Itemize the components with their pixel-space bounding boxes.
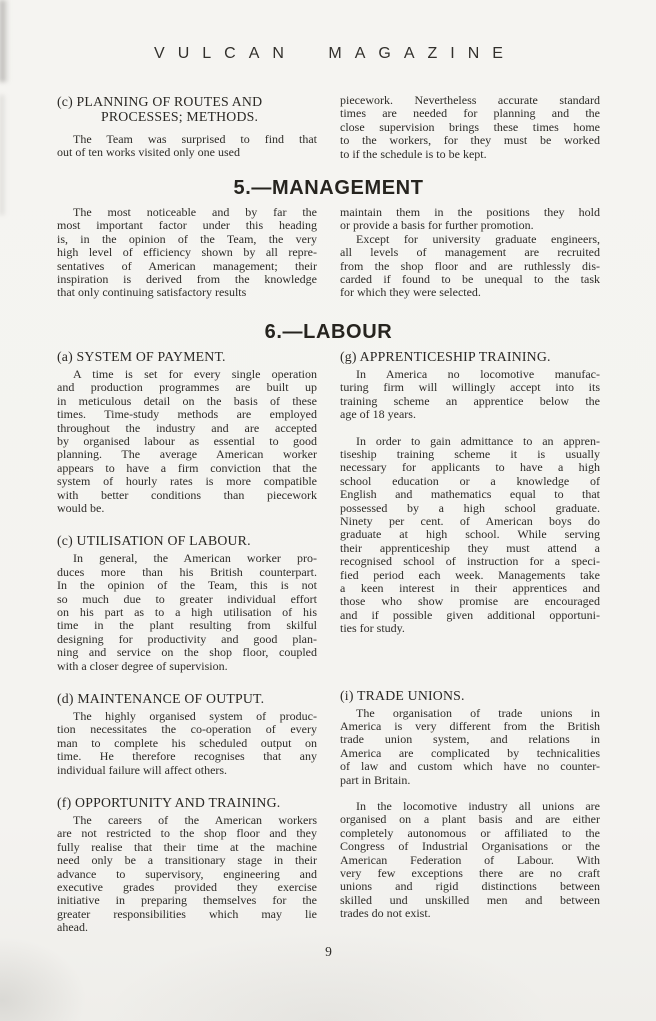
text-line: or provide a basis for further promotion. bbox=[340, 218, 534, 233]
text-line: that only continuing satisfactory results bbox=[57, 285, 247, 300]
text-line: is, in the opinion of the Team, the very bbox=[57, 231, 317, 246]
text-line: age of 18 years. bbox=[340, 407, 416, 422]
text-line: Congress of Industrial Organisations or the bbox=[340, 839, 600, 854]
text-line: maintain them in the positions they hold bbox=[340, 205, 600, 220]
paragraph bbox=[340, 435, 600, 636]
labour-right-column bbox=[340, 349, 600, 935]
text-line: those who show promise are encouraged bbox=[340, 594, 600, 609]
text-line: close supervision brings these times home bbox=[340, 119, 600, 134]
text-line: Except for university graduate engineers, bbox=[356, 231, 600, 246]
text-line: In general, the American worker pro- bbox=[73, 551, 317, 566]
paragraph bbox=[340, 800, 600, 921]
paragraph bbox=[57, 368, 317, 515]
text-line: recognised school of instruction for a speci- bbox=[340, 554, 600, 569]
text-line: most important factor under this heading bbox=[57, 218, 317, 233]
text-line: necessary for applicants to have a high bbox=[340, 460, 600, 475]
text-line: completely autonomous or affiliated to the bbox=[340, 825, 600, 840]
text-line: The careers of the American workers bbox=[73, 813, 317, 828]
text-line: ahead. bbox=[57, 920, 88, 935]
management-left-column bbox=[57, 206, 317, 300]
text-line: English and mathematics equal to that bbox=[340, 487, 600, 502]
text-line: In the opinion of the Team, this is not bbox=[57, 578, 317, 593]
text-line: would be. bbox=[57, 500, 105, 515]
subsection-heading-trade-unions: (i) TRADE UNIONS. bbox=[340, 687, 465, 703]
text-line: tion necessitates the co-operation of every bbox=[57, 722, 317, 737]
text-line: designing for productivity and good plan- bbox=[57, 631, 317, 646]
text-line: turing firm will willingly accept into its bbox=[340, 380, 600, 395]
text-line: piecework. Nevertheless accurate standard bbox=[340, 93, 600, 107]
section-heading-labour: 6.—LABOUR bbox=[264, 320, 393, 343]
paragraph bbox=[340, 368, 600, 422]
section-heading-management: 5.—MANAGEMENT bbox=[233, 177, 424, 200]
text-line: trades do not exist. bbox=[340, 906, 431, 921]
text-line: man to complete his scheduled output on bbox=[57, 735, 317, 750]
text-line: possessed by a high school graduate. bbox=[340, 500, 600, 515]
paragraph bbox=[340, 233, 600, 300]
heading-line: PROCESSES; METHODS. bbox=[101, 109, 259, 124]
text-line: all levels of management are recruited bbox=[340, 245, 600, 260]
trade-unions-paragraphs bbox=[340, 707, 600, 921]
text-line: greater responsibilities which may lie bbox=[57, 906, 317, 921]
text-line: need only be a transitionary stage in their bbox=[57, 853, 317, 868]
text-line: time. He therefore recognises that any bbox=[57, 749, 317, 764]
opportunity-and-training-paragraphs bbox=[57, 814, 317, 935]
text-line: their apprenticeship they must attend a bbox=[340, 540, 600, 555]
text-line: times are needed for planning and the bbox=[340, 106, 600, 121]
text-line: out of ten works visited only one used bbox=[57, 145, 240, 160]
text-line: to the workers, for they must be worked bbox=[340, 133, 600, 148]
text-line: organised on a plant basis and are either bbox=[340, 812, 600, 827]
text-line: with better conditions than piecework bbox=[57, 487, 317, 502]
block-system-of-payment bbox=[57, 349, 317, 515]
text-line: initiative in preparing themselves for the bbox=[57, 893, 317, 908]
management-right-column bbox=[340, 206, 600, 300]
text-line: Ninety per cent. of American boys do bbox=[340, 513, 600, 528]
subsection-heading-opportunity-and-training: (f) OPPORTUNITY AND TRAINING. bbox=[57, 795, 281, 811]
block-opportunity-and-training bbox=[57, 795, 317, 935]
text-line: with a closer degree of supervision. bbox=[57, 658, 228, 673]
text-line: appears to have a firm conviction that the bbox=[57, 460, 317, 475]
paragraph bbox=[57, 814, 317, 935]
text-line: trade union system, and relations in bbox=[340, 732, 600, 747]
text-line: for which they were selected. bbox=[340, 285, 481, 300]
text-line: In America no locomotive manufac- bbox=[356, 366, 600, 381]
text-line: unions and rigid distinctions between bbox=[340, 879, 600, 894]
system-of-payment-paragraphs bbox=[57, 368, 317, 515]
text-line: and production programmes are built up bbox=[57, 380, 317, 395]
text-line: advance to supervisory, engineering and bbox=[57, 866, 317, 881]
text-line: The Team was surprised to find that bbox=[73, 132, 317, 146]
text-line: high level of efficiency shown by all repre- bbox=[57, 245, 317, 260]
text-line: part in Britain. bbox=[340, 772, 411, 787]
subsection-heading-maintenance-of-output: (d) MAINTENANCE OF OUTPUT. bbox=[57, 691, 265, 706]
subsection-heading-planning bbox=[57, 94, 317, 124]
paragraph bbox=[57, 552, 317, 673]
text-line: by organised labour as essential to good bbox=[57, 433, 317, 448]
text-line: America are complicated by technicalities bbox=[340, 745, 600, 760]
paragraph bbox=[340, 94, 600, 161]
top-section bbox=[57, 94, 600, 161]
text-line: In the locomotive industry all unions are bbox=[356, 799, 600, 814]
maintenance-of-output-paragraphs bbox=[57, 710, 317, 777]
management-section bbox=[57, 206, 600, 300]
text-line: fied period each week. Managements take bbox=[340, 567, 600, 582]
scan-edge-smudge bbox=[0, 0, 9, 82]
text-line: American Federation of Labour. With bbox=[340, 852, 600, 867]
scan-edge-smudge-lower bbox=[0, 95, 6, 215]
text-line: to if the schedule is to be kept. bbox=[340, 146, 487, 161]
paragraph bbox=[57, 206, 317, 300]
text-line: school education or a knowledge of bbox=[340, 473, 600, 488]
text-line: system of hourly rates is more compatible bbox=[57, 474, 317, 489]
text-line: of law and custom which have no counter- bbox=[340, 759, 600, 774]
heading-line: (c) PLANNING OF ROUTES AND bbox=[57, 94, 263, 109]
text-line: individual failure will affect others. bbox=[57, 762, 228, 777]
text-line: skilled und unskilled men and between bbox=[340, 892, 600, 907]
text-line: ties for study. bbox=[340, 621, 405, 636]
magazine-title: VULCAN MAGAZINE bbox=[154, 45, 516, 62]
utilisation-of-labour-paragraphs bbox=[57, 552, 317, 673]
planning-paragraphs bbox=[57, 133, 317, 160]
text-line: fully realise that their time at the machine bbox=[57, 839, 317, 854]
paragraph bbox=[340, 206, 600, 233]
text-line: times. Time-study methods are employed bbox=[57, 407, 317, 422]
text-line: and if possible given additional opportuni- bbox=[340, 607, 600, 622]
text-line: planning. The average American worker bbox=[57, 447, 317, 462]
paragraph bbox=[57, 710, 317, 777]
top-right-column bbox=[340, 94, 600, 161]
text-line: The organisation of trade unions in bbox=[356, 705, 600, 720]
labour-section bbox=[57, 349, 600, 935]
subsection-heading-utilisation-of-labour: (c) UTILISATION OF LABOUR. bbox=[57, 533, 251, 549]
text-line: very few exceptions there are no craft bbox=[340, 866, 600, 881]
block-maintenance-of-output bbox=[57, 691, 317, 777]
apprenticeship-training-paragraphs bbox=[340, 368, 600, 636]
text-line: are not restricted to the shop floor and they bbox=[57, 826, 317, 841]
paragraph bbox=[57, 133, 317, 160]
text-line: A time is set for every single operation bbox=[73, 366, 317, 381]
page-number: 9 bbox=[325, 943, 332, 959]
text-line: training scheme an apprentice below the bbox=[340, 393, 600, 408]
text-line: inspiration is derived from the knowledge bbox=[57, 272, 317, 287]
text-line: ning and service on the shop floor, coupled bbox=[57, 645, 317, 660]
text-line: from the shop floor and are ruthlessly dis- bbox=[340, 258, 600, 273]
text-line: The most noticeable and by far the bbox=[73, 205, 317, 220]
top-left-column bbox=[57, 94, 317, 161]
text-line: carded if found to be unequal to the task bbox=[340, 272, 600, 287]
block-apprenticeship-training bbox=[340, 349, 600, 636]
text-line: sentatives of American management; their bbox=[57, 258, 317, 273]
text-line: so much due to greater individual effort bbox=[57, 591, 317, 606]
text-line: graduate at high school. While serving bbox=[340, 527, 600, 542]
paragraph bbox=[340, 707, 600, 787]
text-line: in meticulous detail on the basis of these bbox=[57, 393, 317, 408]
block-trade-unions bbox=[340, 688, 600, 921]
subsection-heading-apprenticeship-training: (g) APPRENTICESHIP TRAINING. bbox=[340, 348, 551, 364]
text-line: In order to gain admittance to an appren- bbox=[356, 433, 600, 448]
text-line: tiseship training scheme it is usually bbox=[340, 446, 600, 461]
subsection-heading-system-of-payment: (a) SYSTEM OF PAYMENT. bbox=[57, 348, 226, 364]
block-utilisation-of-labour bbox=[57, 533, 317, 673]
text-line: duces more than his British counterpart. bbox=[57, 564, 317, 579]
text-line: The highly organised system of produc- bbox=[73, 709, 317, 723]
text-line: executive grades provided they exercise bbox=[57, 880, 317, 895]
text-line: a keen interest in their apprentices and bbox=[340, 580, 600, 595]
text-line: on his part as to a high utilisation of his bbox=[57, 604, 317, 619]
labour-left-column bbox=[57, 349, 317, 935]
text-line: throughout the industry and are accepted bbox=[57, 420, 317, 435]
text-line: time in the plant resulting from skilful bbox=[57, 618, 317, 633]
text-line: America is very different from the British bbox=[340, 719, 600, 733]
